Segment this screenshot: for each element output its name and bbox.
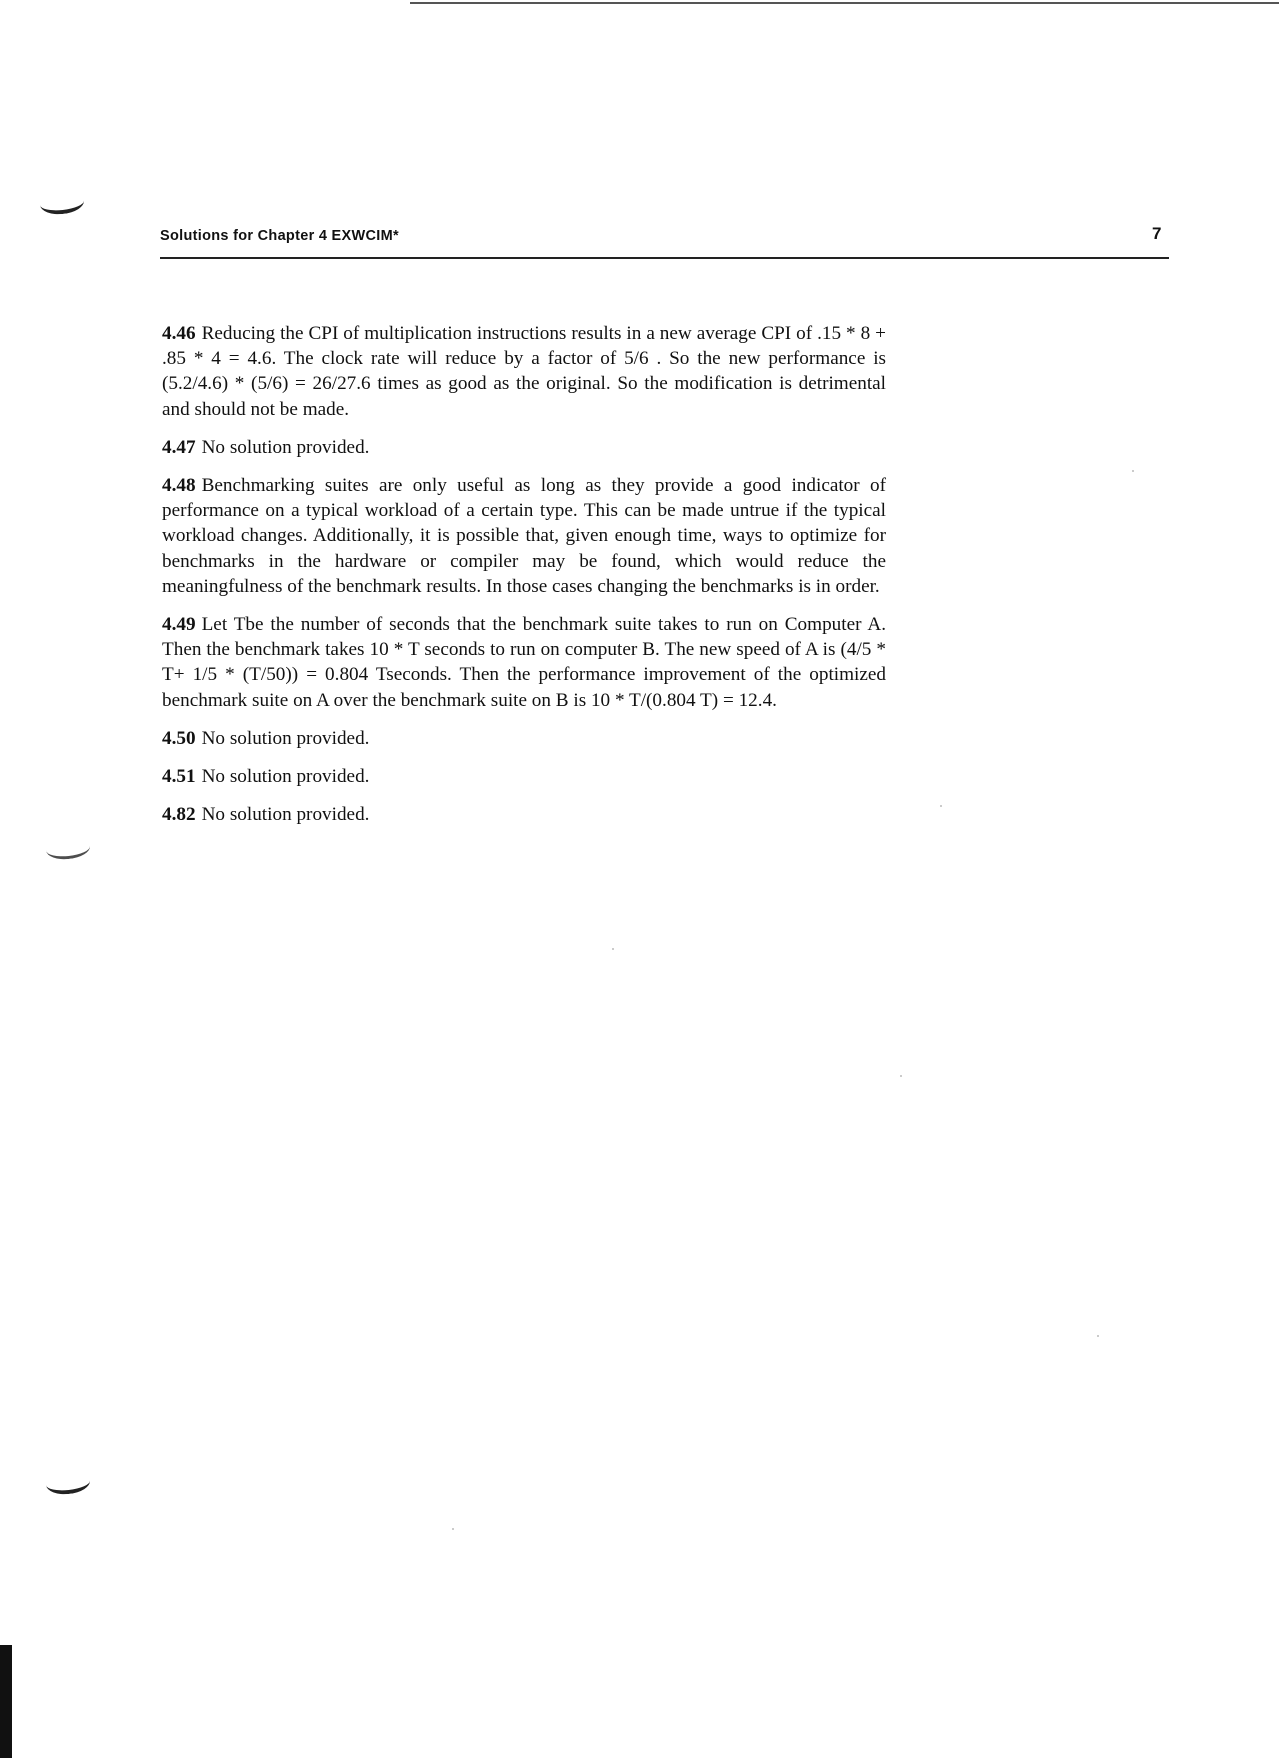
scan-top-edge: [410, 2, 1279, 4]
solution-number: 4.48: [162, 475, 196, 497]
solution-number: 4.46: [162, 323, 196, 344]
solution-4-51: [162, 764, 886, 789]
solution-number: 4.47: [162, 436, 196, 458]
solution-number: 4.51: [162, 766, 196, 788]
solution-4-82: [162, 802, 886, 827]
solution-4-48: [162, 473, 886, 599]
binding-mark: [45, 1470, 91, 1496]
solution-text: No solution provided.: [201, 727, 370, 749]
solutions-body: [162, 321, 886, 840]
scan-speck: [900, 1075, 902, 1077]
solution-text: Reducing the CPI of multiplication instructions results in a new average CPI of .15 * 8 + .85 * 4 = 4.6. The clock rate will reduce by a factor of 5/6 . So the new performance is (5.2/4.6) * (5/6) = 26/27.6 times as good as the original. So the modification is detrimental and should not be made.: [162, 323, 886, 420]
scan-speck: [452, 1528, 454, 1530]
scan-speck: [940, 805, 942, 807]
solution-4-47: [162, 435, 886, 460]
solution-text: No solution provided.: [201, 436, 370, 458]
binding-mark: [45, 836, 91, 861]
solution-text: No solution provided.: [201, 766, 370, 788]
solution-number: 4.82: [162, 804, 196, 826]
running-head: Solutions for Chapter 4 EXWCIM*: [160, 228, 399, 244]
solution-4-50: [162, 726, 886, 751]
solution-4-49: [162, 612, 886, 713]
solution-4-46: [162, 321, 886, 422]
solution-number: 4.50: [162, 727, 196, 749]
scan-speck: [612, 948, 614, 950]
solution-text: Benchmarking suites are only useful as long as they provide a good indicator of performance on a typical workload of a certain type. This can be made untrue if the typical workload changes. Additionally, it is possible that, given enough time, ways to optimize for benchmarks in the hardware or compiler may be found, which would reduce the meaningfulness of the benchmark results. In those cases changing the benchmarks is in order.: [162, 475, 886, 597]
solution-text: Let Tbe the number of seconds that the benchmark suite takes to run on Computer A. Then the benchmark takes 10 * T seconds to run on computer B. The new speed of A is (4/5 * T+ 1/5 * (T/50)) = 0.804 Tseconds. Then the performance improvement of the optimized benchmark suite on A over the benchmark suite on B is 10 * T/(0.804 T) = 12.4.: [162, 614, 886, 711]
solution-text: No solution provided.: [201, 804, 370, 826]
binding-mark: [39, 190, 85, 216]
scan-speck: [1132, 470, 1134, 472]
solution-number: 4.49: [162, 614, 196, 636]
scan-edge-bar: [0, 1645, 12, 1758]
page-number: 7: [1152, 224, 1162, 243]
scan-speck: [1097, 1335, 1099, 1337]
header-rule: [160, 257, 1169, 259]
